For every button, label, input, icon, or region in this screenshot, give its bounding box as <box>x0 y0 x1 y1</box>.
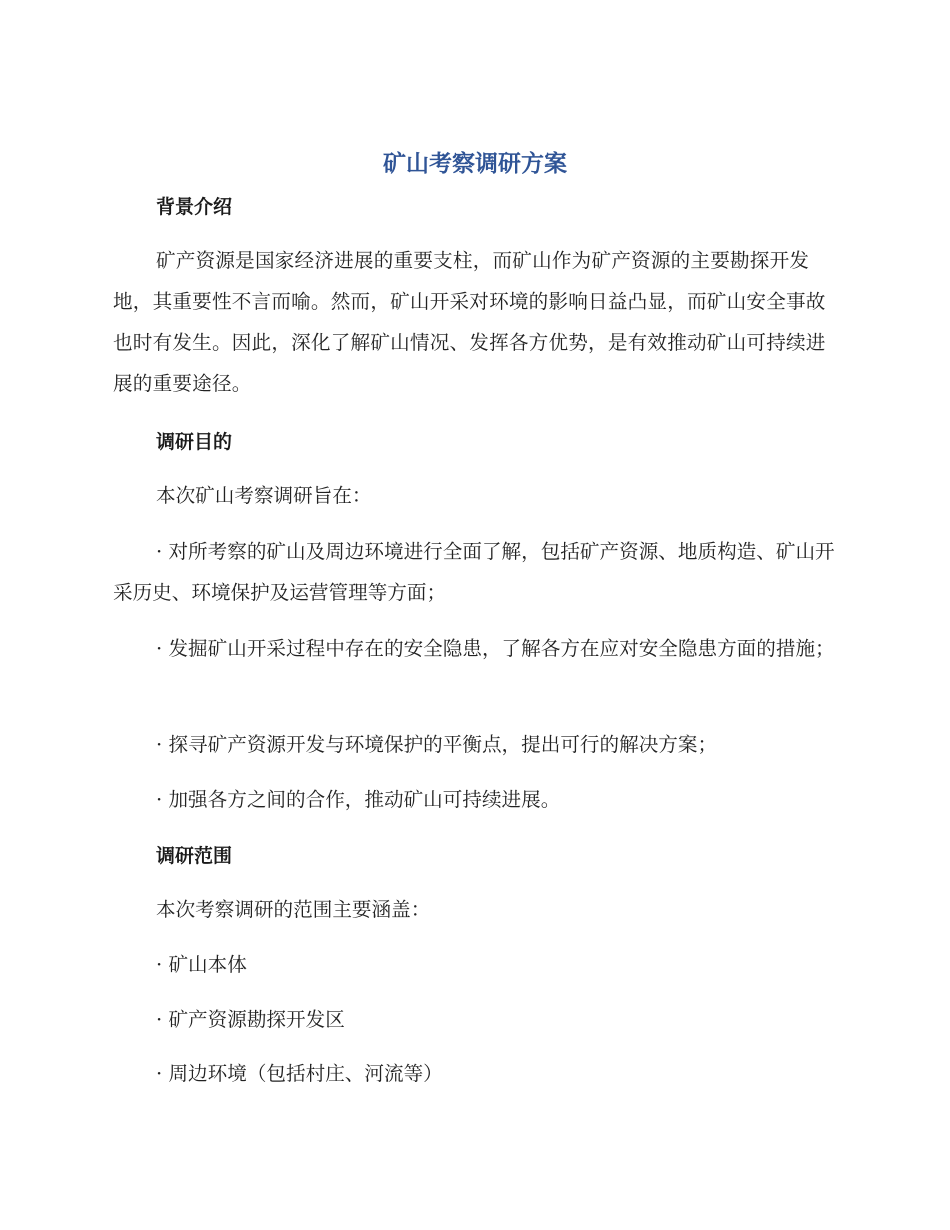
scope-item: · 周边环境（包括村庄、河流等） <box>156 1062 443 1085</box>
document-title: 矿山考察调研方案 <box>383 151 567 177</box>
purpose-item: · 探寻矿产资源开发与环境保护的平衡点，提出可行的解决方案； <box>156 733 718 756</box>
purpose-item: · 对所考察的矿山及周边环境进行全面了解，包括矿产资源、地质构造、矿山开采历史、环境保护及运营管理等方面； <box>113 540 835 604</box>
purpose-intro: 本次矿山考察调研旨在： <box>156 484 372 507</box>
section-heading-scope: 调研范围 <box>156 845 233 867</box>
background-paragraph: 矿产资源是国家经济进展的重要支柱，而矿山作为矿产资源的主要勘探开发地，其重要性不言而喻。然而，矿山开采对环境的影响日益凸显，而矿山安全事故也时有发生。因此，深化了解矿山情况、发挥各方优势，是有效推动矿山可持续进展的重要途径。 <box>113 249 826 395</box>
scope-item: · 矿产资源勘探开发区 <box>156 1008 345 1031</box>
section-heading-purpose: 调研目的 <box>156 431 233 453</box>
section-heading-background: 背景介绍 <box>156 196 233 218</box>
purpose-item: · 加强各方之间的合作，推动矿山可持续进展。 <box>156 788 561 811</box>
scope-intro: 本次考察调研的范围主要涵盖： <box>156 898 431 921</box>
purpose-item: · 发掘矿山开采过程中存在的安全隐患，了解各方在应对安全隐患方面的措施； <box>156 637 835 660</box>
scope-item: · 矿山本体 <box>156 953 247 976</box>
